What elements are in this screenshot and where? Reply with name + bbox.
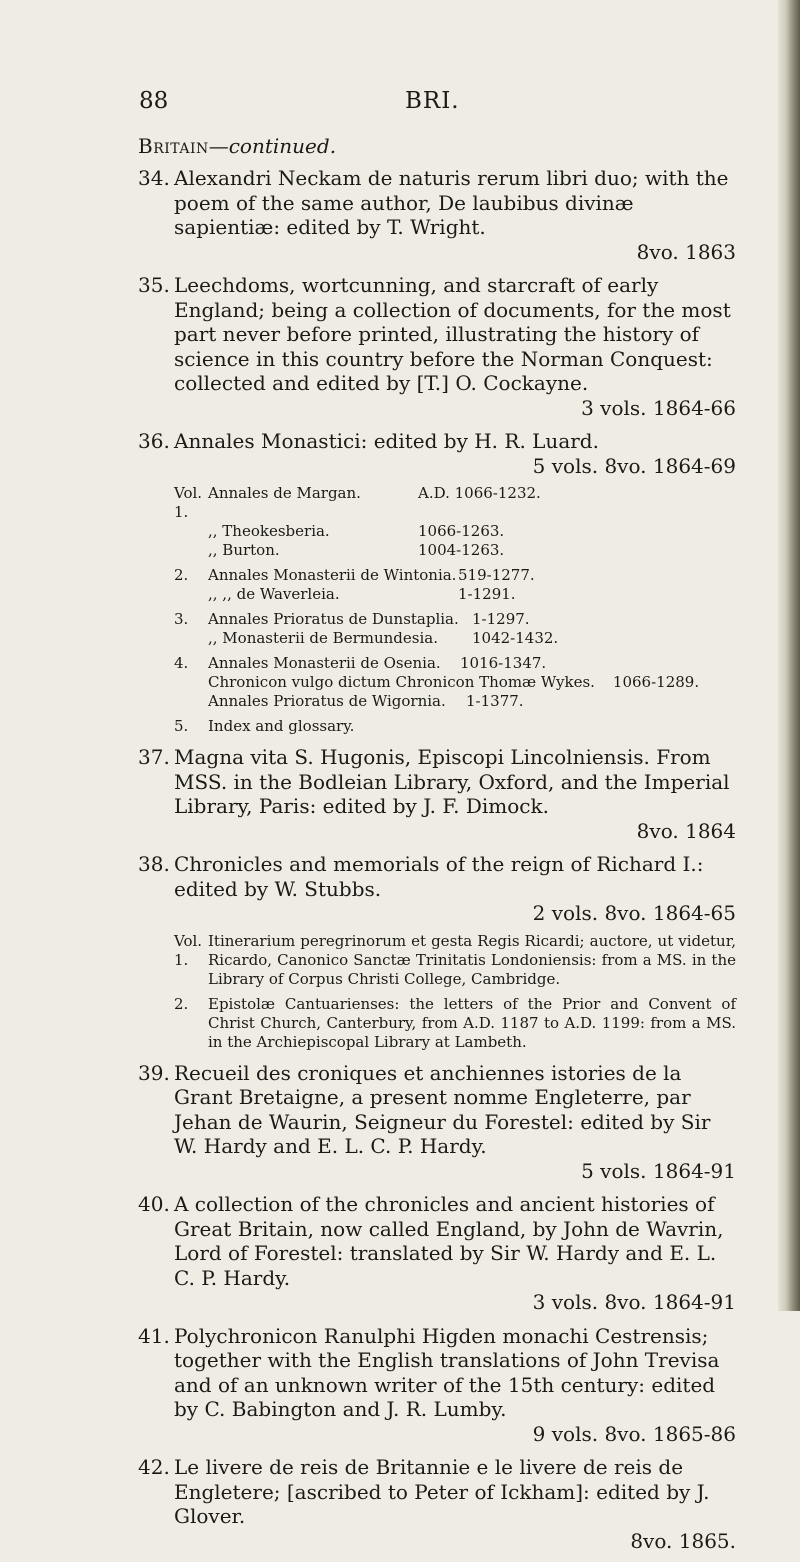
entry-publication: 5 vols. 8vo. 1864-69 — [532, 453, 736, 478]
volume-years: 1016-1347. — [460, 654, 547, 672]
entry-number: 40. — [138, 1192, 170, 1216]
entry-title: Leechdoms, wortcunning, and starcraft of early England; being a collection of documents, for the most part never before printed, illustrating the history of science in this country before the Norman Conquest: collected and edited by [T.] O. Cockayne. — [174, 273, 731, 395]
volume-description: Itinerarium peregrinorum et gesta Regis Ricardi; auctore, ut videtur, Ricardo, Canonico Sanctæ Trinitatis Londoniensis: from a MS. in the Library of Corpus Christi College, Cambridge. — [208, 931, 736, 988]
volume-group — [174, 566, 736, 604]
volume-title: Annales Monasterii de Osenia. — [208, 654, 441, 672]
entry-title: Polychronicon Ranulphi Higden monachi Cestrensis; together with the English translations of John Trevisa and of an unknown writer of the 15th century: edited by C. Babington and J. R. Lumby. — [174, 1323, 720, 1421]
volume-title: Annales de Margan. — [208, 484, 361, 502]
running-head: BRI. — [405, 88, 460, 114]
volume-years: 519-1277. — [458, 566, 535, 584]
entry-number: 34. — [138, 166, 170, 190]
entry-title: Recueil des croniques et anchiennes istories de la Grant Bretaigne, a present nomme Engleterre, par Jehan de Waurin, Seigneur du Forestel: edited by Sir W. Hardy and E. L. C. P. Hardy. — [174, 1060, 711, 1158]
volume-label: Vol. 1. — [174, 484, 203, 521]
catalogue-entry — [138, 429, 736, 736]
volume-label: 5. — [174, 717, 189, 735]
volume-label: 4. — [174, 654, 189, 672]
volume-years: 1-1377. — [466, 692, 524, 710]
entry-title: Le livere de reis de Britannie e le livere de reis de Engletere; [ascribed to Peter of Ickham]: edited by J. Glover. — [174, 1455, 710, 1528]
volume-description: Epistolæ Cantuarienses: the letters of the Prior and Convent of Christ Church, Canterbury, from A.D. 1187 to A.D. 1199: from a MS. in the Archiepiscopal Library at Lambeth. — [208, 994, 736, 1051]
entry-number: 41. — [138, 1323, 170, 1348]
volume-group — [174, 484, 736, 560]
volume-label: 2. — [174, 994, 189, 1013]
volume-title: ,, ,, de Waverleia. — [208, 585, 340, 603]
catalogue-entry — [138, 1455, 736, 1553]
catalogue-entry — [138, 273, 736, 420]
volume-title: Annales Monasterii de Wintonia. — [208, 566, 457, 584]
volume-title: ,, Burton. — [208, 541, 280, 559]
catalogue-entry — [138, 1324, 736, 1447]
section-continued: continued. — [228, 134, 337, 158]
entry-title: Magna vita S. Hugonis, Episcopi Lincolniensis. From MSS. in the Bodleian Library, Oxford, and the Imperial Library, Paris: edited by J. F. Dimock. — [174, 745, 730, 818]
volume-note — [174, 995, 736, 1052]
entry-publication: 3 vols. 1864-66 — [581, 395, 736, 420]
page-number: 88 — [139, 88, 169, 114]
volume-years: 1004-1263. — [418, 541, 505, 559]
page-edge — [778, 0, 800, 1311]
entry-publication: 3 vols. 8vo. 1864-91 — [532, 1290, 736, 1314]
entry-publication: 8vo. 1864 — [636, 818, 736, 843]
volume-note — [174, 932, 736, 989]
volume-title: ,, Theokesberia. — [208, 522, 330, 540]
page-header — [0, 86, 760, 120]
volume-contents — [174, 484, 736, 736]
volume-label: 2. — [174, 566, 189, 584]
entry-publication: 8vo. 1863 — [636, 239, 736, 264]
entry-number: 39. — [138, 1060, 170, 1085]
volume-years: 1-1297. — [472, 610, 530, 628]
catalogue-entry — [138, 745, 736, 843]
entry-title: Annales Monastici: edited by H. R. Luard. — [174, 429, 599, 453]
catalogue-entry — [138, 852, 736, 1052]
volume-title: ,, Monasterii de Bermundesia. — [208, 629, 438, 647]
section-title: Britain — [138, 134, 209, 158]
entry-title: Alexandri Neckam de naturis rerum libri duo; with the poem of the same author, De laubibus divinæ sapientiæ: edited by T. Wright. — [174, 166, 729, 239]
entry-title: A collection of the chronicles and ancient histories of Great Britain, now called England, by John de Wavrin, Lord of Forestel: translated by Sir W. Hardy and E. L. C. P. Hardy. — [174, 1192, 724, 1290]
entry-publication: 5 vols. 1864-91 — [581, 1158, 736, 1183]
volume-years: 1-1291. — [458, 585, 516, 603]
volume-title: Annales Prioratus de Dunstaplia. — [208, 610, 459, 628]
volume-years: A.D. 1066-1232. — [418, 484, 541, 502]
volume-years: 1042-1432. — [472, 629, 559, 647]
entry-number: 35. — [138, 273, 170, 297]
catalogue-entry — [138, 1192, 736, 1315]
catalogue-entry — [138, 166, 736, 264]
entry-number: 36. — [138, 429, 170, 453]
entry-number: 38. — [138, 852, 170, 876]
volume-label: 3. — [174, 610, 189, 628]
catalogue-entry — [138, 1061, 736, 1184]
volume-title: Chronicon vulgo dictum Chronicon Thomæ Wykes. — [208, 673, 595, 691]
volume-title: Index and glossary. — [208, 717, 355, 735]
volume-group — [174, 717, 736, 736]
entry-publication: 2 vols. 8vo. 1864-65 — [532, 901, 736, 925]
volume-years: 1066-1263. — [418, 522, 505, 540]
volume-title: Annales Prioratus de Wigornia. — [208, 692, 446, 710]
entry-title: Chronicles and memorials of the reign of Richard I.: edited by W. Stubbs. — [174, 852, 704, 901]
volume-label: Vol. 1. — [174, 931, 203, 969]
entry-publication: 8vo. 1865. — [630, 1528, 736, 1553]
entry-publication: 9 vols. 8vo. 1865-86 — [532, 1421, 736, 1446]
volume-group — [174, 654, 736, 711]
volume-contents — [174, 932, 736, 1052]
volume-group — [174, 610, 736, 648]
volume-years: 1066-1289. — [612, 673, 700, 691]
catalogue-body — [138, 134, 736, 1562]
section-heading: Britain—continued. — [138, 134, 337, 158]
entry-number: 42. — [138, 1455, 170, 1479]
entry-number: 37. — [138, 745, 170, 769]
